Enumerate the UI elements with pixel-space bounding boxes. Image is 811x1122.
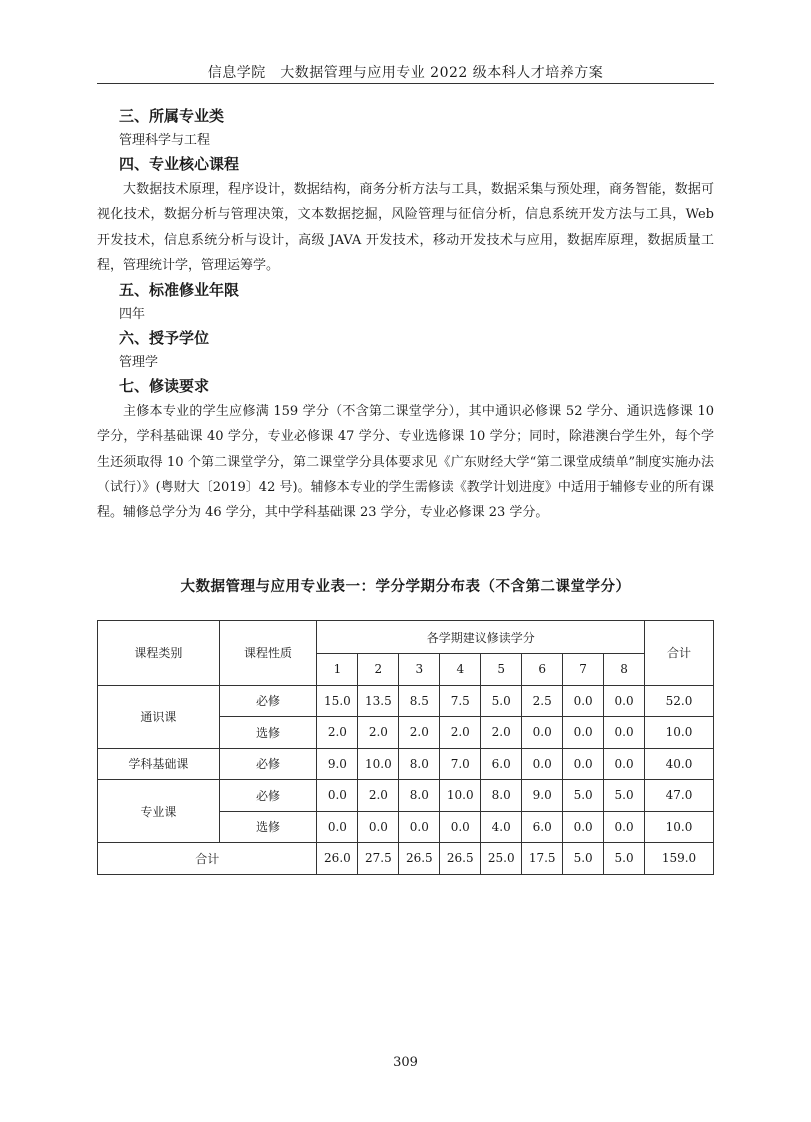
table-sum-row bbox=[98, 843, 714, 875]
page-number: 309 bbox=[393, 1055, 418, 1070]
value-cell: 5.0 bbox=[481, 685, 522, 717]
nature-cell: 选修 bbox=[219, 717, 317, 749]
value-cell: 2.0 bbox=[440, 717, 481, 749]
value-cell: 8.0 bbox=[481, 780, 522, 812]
header-total: 合计 bbox=[645, 621, 714, 686]
total-cell: 52.0 bbox=[645, 685, 714, 717]
value-cell: 0.0 bbox=[317, 811, 358, 843]
nature-cell: 必修 bbox=[219, 685, 317, 717]
value-cell: 9.0 bbox=[522, 780, 563, 812]
total-cell: 47.0 bbox=[645, 780, 714, 812]
nature-cell: 必修 bbox=[219, 748, 317, 780]
value-cell: 0.0 bbox=[563, 811, 604, 843]
header-semester: 7 bbox=[563, 654, 604, 686]
total-cell: 10.0 bbox=[645, 717, 714, 749]
major-category-text: 管理科学与工程 bbox=[119, 133, 211, 148]
category-cell: 学科基础课 bbox=[98, 748, 220, 780]
value-cell: 0.0 bbox=[522, 717, 563, 749]
header-nature: 课程性质 bbox=[219, 621, 317, 686]
table-row bbox=[98, 685, 714, 717]
value-cell: 8.0 bbox=[399, 748, 440, 780]
page-header: 信息学院 大数据管理与应用专业 2022 级本科人才培养方案 bbox=[207, 65, 604, 81]
sum-value-cell: 26.5 bbox=[399, 843, 440, 875]
duration-text: 四年 bbox=[119, 307, 146, 323]
value-cell: 5.0 bbox=[563, 780, 604, 812]
value-cell: 2.0 bbox=[317, 717, 358, 749]
total-cell: 40.0 bbox=[645, 748, 714, 780]
sum-total-cell: 159.0 bbox=[645, 843, 714, 875]
value-cell: 0.0 bbox=[604, 811, 645, 843]
header-semester: 3 bbox=[399, 654, 440, 686]
core-courses-text: 大数据技术原理，程序设计，数据结构，商务分析方法与工具，数据采集与预处理，商务智能，数据可视化技术，数据分析与管理决策，文本数据挖掘，风险管理与征信分析，信息系统开发方法与工具，Web 开发技术，信息系统分析与设计，高级 JAVA 开发技术，移动开发技术与应用，数据库原理，数据质量工程，管理统计学，管理运筹学。 bbox=[97, 182, 714, 273]
value-cell: 2.0 bbox=[399, 717, 440, 749]
header-semesters-group: 各学期建议修读学分 bbox=[317, 621, 645, 654]
value-cell: 6.0 bbox=[522, 811, 563, 843]
degree-text: 管理学 bbox=[119, 355, 159, 371]
nature-cell: 选修 bbox=[219, 811, 317, 843]
sum-value-cell: 5.0 bbox=[604, 843, 645, 875]
value-cell: 4.0 bbox=[481, 811, 522, 843]
header-category: 课程类别 bbox=[98, 621, 220, 686]
table-title: 大数据管理与应用专业表一：学分学期分布表（不含第二课堂学分） bbox=[180, 579, 631, 595]
value-cell: 0.0 bbox=[563, 717, 604, 749]
nature-cell: 必修 bbox=[219, 780, 317, 812]
header-rule bbox=[97, 83, 714, 84]
section-heading-degree: 六、授予学位 bbox=[119, 329, 210, 348]
value-cell: 7.5 bbox=[440, 685, 481, 717]
value-cell: 15.0 bbox=[317, 685, 358, 717]
header-semester: 4 bbox=[440, 654, 481, 686]
value-cell: 0.0 bbox=[399, 811, 440, 843]
value-cell: 0.0 bbox=[604, 685, 645, 717]
value-cell: 10.0 bbox=[440, 780, 481, 812]
section-heading-core-courses: 四、专业核心课程 bbox=[119, 155, 240, 173]
value-cell: 2.0 bbox=[481, 717, 522, 749]
value-cell: 0.0 bbox=[604, 717, 645, 749]
sum-value-cell: 25.0 bbox=[481, 843, 522, 875]
value-cell: 0.0 bbox=[440, 811, 481, 843]
value-cell: 0.0 bbox=[358, 811, 399, 843]
section-heading-major-category: 三、所属专业类 bbox=[119, 107, 225, 125]
sum-value-cell: 5.0 bbox=[563, 843, 604, 875]
category-cell: 专业课 bbox=[98, 780, 220, 843]
table-row bbox=[98, 748, 714, 780]
value-cell: 7.0 bbox=[440, 748, 481, 780]
value-cell: 0.0 bbox=[522, 748, 563, 780]
credit-distribution-table bbox=[97, 620, 714, 875]
requirements-text: 主修本专业的学生应修满 159 学分（不含第二课堂学分），其中通识必修课 52 学分、通识选修课 10 学分，学科基础课 40 学分，专业必修课 47 学分、专业选修课 10 学分；同时，除港澳台学生外，每个学生还须取得 10 个第二课堂学分，第二课堂学分具体要求见《广东财经大学“第二课堂成绩单”制度实施办法（试行）》(粤财大〔2019〕42 号)。辅修本专业的学生需修读《教学计划进度》中适用于辅修专业的所有课程。辅修总学分为 46 学分，其中学科基础课 23 学分，专业必修课 23 学分。 bbox=[97, 404, 714, 521]
value-cell: 8.5 bbox=[399, 685, 440, 717]
header-semester: 1 bbox=[317, 654, 358, 686]
sum-label-cell: 合计 bbox=[98, 843, 317, 875]
total-cell: 10.0 bbox=[645, 811, 714, 843]
category-cell: 通识课 bbox=[98, 685, 220, 748]
value-cell: 9.0 bbox=[317, 748, 358, 780]
value-cell: 0.0 bbox=[604, 748, 645, 780]
value-cell: 8.0 bbox=[399, 780, 440, 812]
value-cell: 0.0 bbox=[317, 780, 358, 812]
value-cell: 13.5 bbox=[358, 685, 399, 717]
sum-value-cell: 26.5 bbox=[440, 843, 481, 875]
value-cell: 0.0 bbox=[563, 685, 604, 717]
table-header-row bbox=[98, 621, 714, 654]
section-heading-requirements: 七、修读要求 bbox=[119, 377, 210, 396]
sum-value-cell: 17.5 bbox=[522, 843, 563, 875]
value-cell: 0.0 bbox=[563, 748, 604, 780]
header-semester: 2 bbox=[358, 654, 399, 686]
sum-value-cell: 27.5 bbox=[358, 843, 399, 875]
value-cell: 2.0 bbox=[358, 780, 399, 812]
section-heading-duration: 五、标准修业年限 bbox=[119, 281, 240, 300]
header-semester: 6 bbox=[522, 654, 563, 686]
header-semester: 8 bbox=[604, 654, 645, 686]
value-cell: 2.5 bbox=[522, 685, 563, 717]
table-row bbox=[98, 780, 714, 812]
value-cell: 6.0 bbox=[481, 748, 522, 780]
sum-value-cell: 26.0 bbox=[317, 843, 358, 875]
value-cell: 5.0 bbox=[604, 780, 645, 812]
header-semester: 5 bbox=[481, 654, 522, 686]
value-cell: 10.0 bbox=[358, 748, 399, 780]
value-cell: 2.0 bbox=[358, 717, 399, 749]
document-body bbox=[97, 104, 714, 526]
